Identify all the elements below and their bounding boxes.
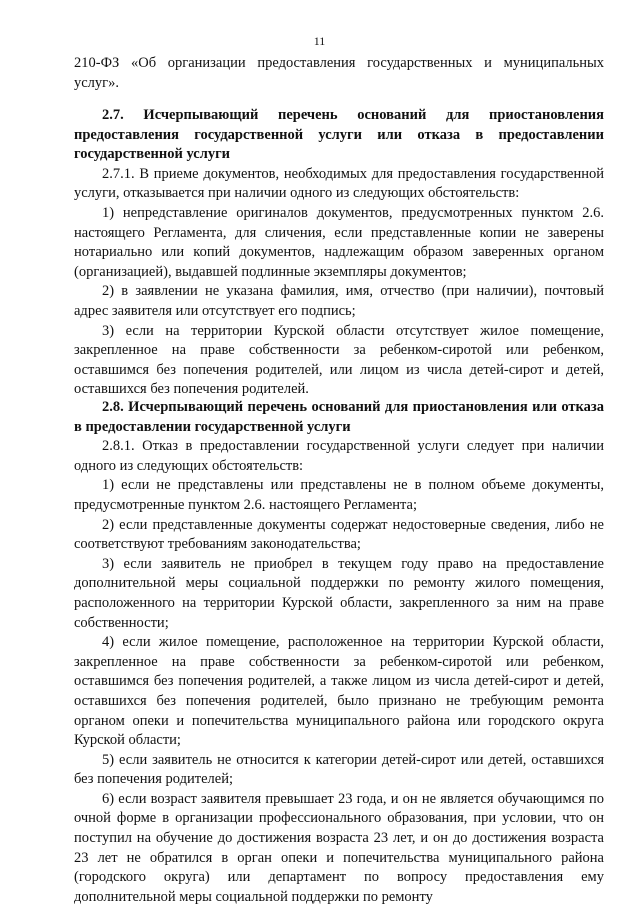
list-item: 2) в заявлении не указана фамилия, имя, отчество (при наличии), почтовый адрес заявителя или отсутствует его подпись;: [74, 283, 604, 319]
list-item: 1) непредставление оригиналов документов, предусмотренных пунктом 2.6. настоящего Регламента, для сличения, если представленные копии не заверены нотариально или копий документов, надлежащим образом заверенных органом (организацией), выдавшей подлинные экземпляры документов;: [74, 204, 604, 280]
intro-continuation: 210-ФЗ «Об организации предоставления государственных и муниципальных услуг».: [74, 55, 604, 91]
list-item: 3) если на территории Курской области отсутствует жилое помещение, закрепленное на праве собственности за ребенком-сиротой или ребенком, оставшимся без попечения родителей, или лицом из числа детей-сирот и детей, оставшихся без попечения родителей.: [74, 322, 604, 398]
paragraph-2-8-1: 2.8.1. Отказ в предоставлении государственной услуги следует при наличии одного из следующих обстоятельств:: [74, 438, 604, 474]
page-number: 11: [313, 34, 326, 48]
list-item: 1) если не представлены или представлены не в полном объеме документы, предусмотренные пунктом 2.6. настоящего Регламента;: [74, 477, 604, 513]
list-item: 2) если представленные документы содержат недостоверные сведения, либо не соответствуют требованиям законодательства;: [74, 516, 604, 553]
paragraph-2-7-1: 2.7.1. В приеме документов, необходимых для предоставления государственной услуги, отказывается при наличии одного из следующих обстоятельств:: [74, 165, 604, 202]
section-2-8: [74, 398, 604, 907]
list-item: 4) если жилое помещение, расположенное на территории Курской области, закрепленное на праве собственности за ребенком-сиротой или ребенком, оставшимся без попечения родителей, а также лицом из числа детей-сирот и детей, оставшихся без попечения родителей, было признано не требующим ремонта органом опеки и попечительства муниципального района или городского округа Курской области;: [74, 634, 604, 749]
section-2-7: [74, 106, 604, 400]
section-2-8-heading: 2.8. Исчерпывающий перечень оснований для приостановления или отказа в предоставлении государственной услуги: [74, 399, 604, 435]
list-item: 6) если возраст заявителя превышает 23 года, и он не является обучающимся по очной форме в организации профессионального образования, при условии, что он поступил на обучение до достижения возраста 23 лет, и он до достижения возраста 23 лет не обратился в орган опеки и попечительства муниципального района (городского округа) или департамент по вопросу предоставления ему дополнительной меры социальной поддержки по ремонту: [74, 790, 604, 905]
list-item: 3) если заявитель не приобрел в текущем году право на предоставление дополнительной меры социальной поддержки по ремонту жилого помещения, расположенного на территории Курской области, закрепленного за ним на праве собственности;: [74, 555, 604, 631]
section-2-7-heading: 2.7. Исчерпывающий перечень оснований для приостановления предоставления государственной услуги или отказа в предоставлении государственной услуги: [74, 107, 604, 163]
list-item: 5) если заявитель не относится к категории детей-сирот или детей, оставшихся без попечения родителей;: [74, 751, 604, 788]
intro-continuation-block: [74, 54, 604, 93]
